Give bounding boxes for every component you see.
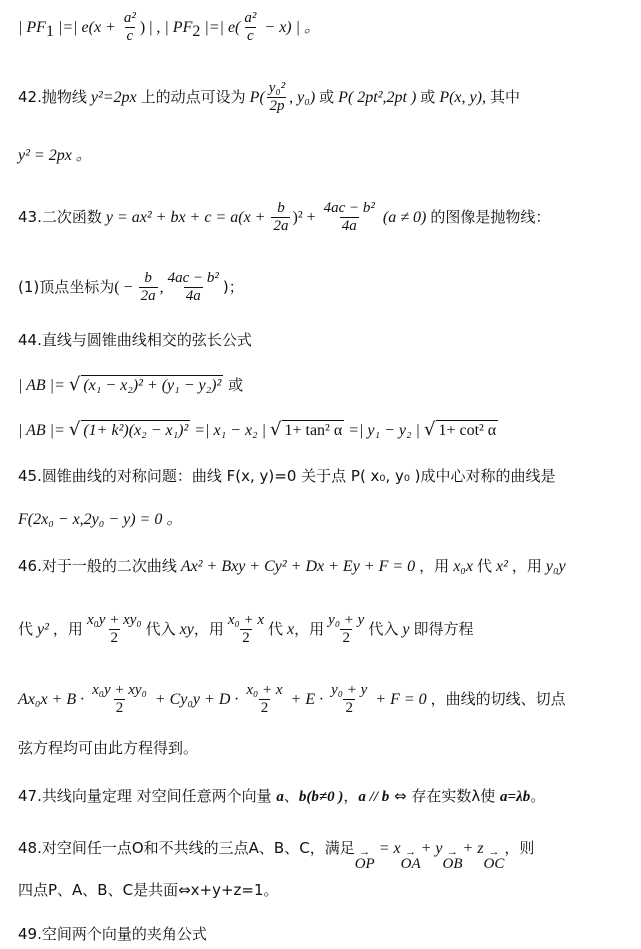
discriminant-fraction: $\frac{\text{4ac − b²}}{4a}$: [323, 200, 375, 234]
vector-oa: → OA: [400, 846, 421, 872]
vertex-x-fraction: $\frac{b}{2a}$: [140, 270, 156, 304]
a2-over-c-fraction-2: $\frac{\text{a²}}{c}$: [244, 10, 257, 44]
vector-arrow-icon: →: [447, 846, 459, 858]
pf2-mid: |=| e(: [200, 19, 241, 36]
y0sq-over-2p-fraction: $\frac{\text{y₀²}}{2p}$: [268, 80, 286, 114]
item-46-line-1: 46.对于一般的二次曲线 Ax² + Bxy + Cy² + Dx + Ey + F = 0 ，用 x₀x 代 x² ，用 y₀y: [18, 557, 566, 575]
pf1-mid: |=| e(x +: [53, 19, 120, 36]
pf1-left: | PF: [18, 19, 46, 36]
pf1-end: ) | ,: [139, 19, 161, 36]
pf2-end: − x) | 。: [260, 19, 321, 36]
vector-oc: → OC: [483, 846, 505, 872]
vector-arrow-icon: →: [359, 846, 371, 858]
item-46-line-2: 代 y² ，用 $\frac{\text{x₀y + xy₀}}{2}$ 代入 xy，用 $\frac{\text{x₀ + x}}{2}$ 代 x，用 $\frac{\text{y₀ + y}}{2}$ 代入 y 即得方程: [18, 612, 474, 646]
item-45-equation: F(2x₀ − x,2y₀ − y) = 0 。: [18, 511, 183, 528]
vector-arrow-icon: →: [405, 846, 417, 858]
item-42-line-1: 42.抛物线 y²=2px 上的动点可设为 P( $\frac{\text{y₀²}}{2p}$ , y₀) 或 P( 2pt²,2pt ) 或 P(x, y), 其中: [18, 80, 520, 114]
a2-over-c-fraction: $\frac{\text{a²}}{c}$: [123, 10, 136, 44]
sqrt-icon: √: [68, 374, 81, 395]
sqrt-icon: √: [423, 419, 436, 440]
item-48-line-2: 四点P、A、B、C是共面⇔x+y+z=1。: [18, 881, 279, 899]
y-fraction: $\frac{\text{y₀ + y}}{2}$: [328, 612, 365, 646]
tangent-x-fraction: $\frac{\text{x₀ + x}}{2}$: [246, 682, 283, 716]
item-46-line-3: Ax₀x + B · $\frac{\text{x₀y + xy₀}}{2}$ + Cy₀y + D · $\frac{\text{x₀ + x}}{2}$ + E · $\frac{\text{y₀ + y}}{2}$ + F = 0 ，曲线的切线、切点: [18, 682, 566, 716]
pf2-left: | PF: [160, 19, 193, 36]
xy-fraction: $\frac{\text{x₀y + xy₀}}{2}$: [86, 612, 142, 646]
tangent-xy-fraction: $\frac{\text{x₀y + xy₀}}{2}$: [92, 682, 147, 716]
item-48-line-1: 48.对空间任一点O和不共线的三点A、B、C，满足 → OP = x → OA + y → OB + z → OC ，则: [18, 839, 535, 872]
tangent-y-fraction: $\frac{\text{y₀ + y}}{2}$: [331, 682, 368, 716]
x-fraction: $\frac{\text{x₀ + x}}{2}$: [227, 612, 265, 646]
chord-length-formula-2: | AB |= √ (1+ k²)(x₂ − x₁)² =| x₁ − x₂ | √ 1+ tan² α =| y₁ − y₂ | √ 1+ cot² α: [18, 419, 497, 440]
item-42-label: 42.抛物线: [18, 88, 87, 106]
vector-ob: → OB: [442, 846, 463, 872]
b-over-2a-fraction: $\frac{b}{2a}$: [273, 200, 289, 234]
sqrt-icon: √: [68, 419, 81, 440]
vertex-y-fraction: $\frac{\text{4ac − b²}}{4a}$: [167, 270, 219, 304]
chord-length-formula-1: | AB |= √ (x₁ − x₂)² + (y₁ − y₂)² 或: [18, 374, 244, 395]
item-44-label: 44.直线与圆锥曲线相交的弦长公式: [18, 331, 252, 349]
pf-distance-formula: | $PF_1$ |=| e(x + $\frac{\text{a²}}{c}$ ) | , | $PF_2$ |=| e( $\frac{\text{a²}}{c}$ − x) | 。: [18, 10, 321, 44]
item-49-label: 49.空间两个向量的夹角公式: [18, 925, 207, 943]
item-45-text: 45.圆锥曲线的对称问题：曲线 F(x, y)=0 关于点 P( x₀, y₀ )成中心对称的曲线是: [18, 467, 556, 485]
vector-op: → OP: [354, 846, 375, 872]
item-42-line-2: y² = 2px 。: [18, 147, 92, 164]
item-47-text: 47.共线向量定理 对空间任意两个向量 a、b(b≠0 )，a // b ⇔ 存在实数λ使 a=λb。: [18, 787, 546, 805]
item-43-label: 43.二次函数: [18, 208, 102, 226]
vector-arrow-icon: →: [488, 846, 500, 858]
item-46-line-4: 弦方程均可由此方程得到。: [18, 739, 199, 757]
item-43-vertex: (1)顶点坐标为( − $\frac{b}{2a}$ , $\frac{\text{4ac − b²}}{4a}$ )；: [18, 270, 244, 304]
item-43-line-1: 43.二次函数 y = ax² + bx + c = a(x + $\frac{b}{2a}$ )² + $\frac{\text{4ac − b²}}{4a}$ (a ≠ 0) 的图像是抛物线：: [18, 200, 551, 234]
sqrt-icon: √: [270, 419, 282, 440]
